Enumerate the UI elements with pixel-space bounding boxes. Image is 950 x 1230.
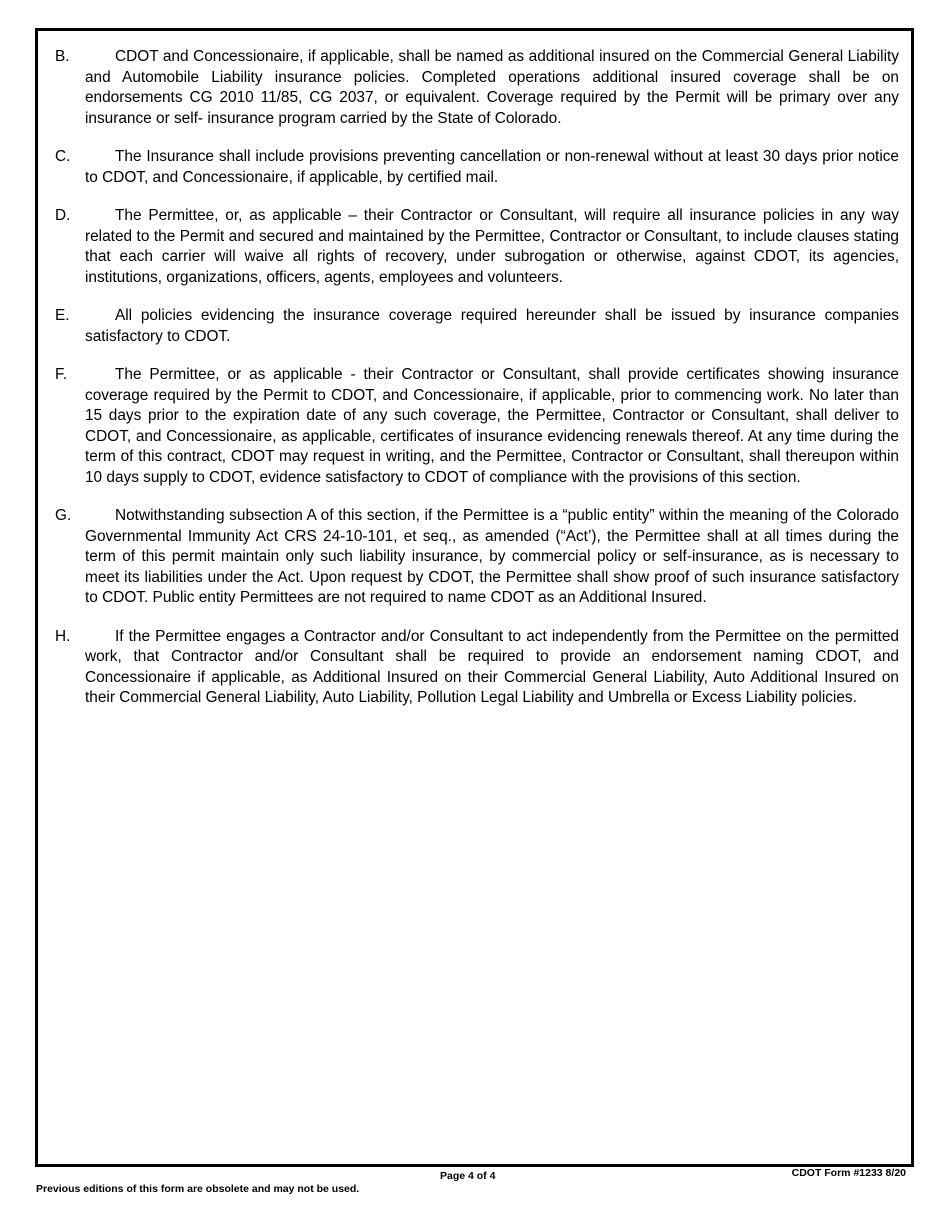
- clause-text: All policies evidencing the insurance coverage required hereunder shall be issued by insurance companies satisfactory to CDOT.: [85, 307, 899, 345]
- clause-d: [55, 206, 899, 288]
- clause-c: [55, 147, 899, 188]
- clause-letter: D.: [55, 207, 71, 224]
- clause-e: [55, 306, 899, 347]
- clause-letter: E.: [55, 307, 70, 324]
- clause-letter: G.: [55, 507, 72, 524]
- clause-letter: C.: [55, 148, 71, 165]
- clause-b: [55, 47, 899, 129]
- clause-h: [55, 627, 899, 709]
- clause-text: The Permittee, or as applicable - their Contractor or Consultant, shall provide certificates showing insurance coverage required by the Permit to CDOT, and Concessionaire, if applicable, prior to commencing work. No later than 15 days prior to the expiration date of any such coverage, the Permittee, Contractor or Consultant, shall deliver to CDOT, and Concessionaire, as applicable, certificates of insurance evidencing renewals thereof. At any time during the term of this contract, CDOT may request in writing, and the Permittee, Contractor or Consultant, shall thereupon within 10 days supply to CDOT, evidence satisfactory to CDOT of compliance with the provisions of this section.: [85, 366, 899, 486]
- form-number: CDOT Form #1233 8/20: [791, 1167, 906, 1179]
- clause-g: [55, 506, 899, 609]
- clause-letter: B.: [55, 48, 70, 65]
- clause-f: [55, 365, 899, 488]
- clause-text: Notwithstanding subsection A of this section, if the Permittee is a “public entity” within the meaning of the Colorado Governmental Immunity Act CRS 24-10-101, et seq., as amended (“Act’), the Permittee shall at all times during the term of this permit maintain only such liability insurance, by commercial policy or self-insurance, as is necessary to meet its liabilities under the Act. Upon request by CDOT, the Permittee shall show proof of such insurance satisfactory to CDOT. Public entity Permittees are not required to name CDOT as an Additional Insured.: [85, 507, 899, 606]
- clause-text: The Permittee, or, as applicable – their Contractor or Consultant, will require all insurance policies in any way related to the Permit and secured and maintained by the Permittee, Contractor or Consultant, to include clauses stating that each carrier will waive all rights of recovery, under subrogation or otherwise, against CDOT, its agencies, institutions, organizations, officers, agents, employees and volunteers.: [85, 207, 899, 286]
- clause-text: If the Permittee engages a Contractor and/or Consultant to act independently from the Permittee on the permitted work, that Contractor and/or Consultant shall be required to provide an endorsement naming CDOT, and Concessionaire if applicable, as Additional Insured on their Commercial General Liability, Auto Additional Insured on their Commercial General Liability, Auto Liability, Pollution Legal Liability and Umbrella or Excess Liability policies.: [85, 627, 899, 706]
- page-number: Page 4 of 4: [440, 1170, 496, 1182]
- obsolete-editions-note: Previous editions of this form are obsolete and may not be used.: [36, 1183, 360, 1195]
- clause-letter: H.: [55, 627, 71, 645]
- clause-text: The Insurance shall include provisions preventing cancellation or non-renewal without at least 30 days prior notice to CDOT, and Concessionaire, if applicable, by certified mail.: [85, 148, 899, 186]
- clause-text: CDOT and Concessionaire, if applicable, shall be named as additional insured on the Commercial General Liability and Automobile Liability insurance policies. Completed operations additional insured coverage shall be on endorsements CG 2010 11/85, CG 2037, or equivalent. Coverage required by the Permit will be primary over any insurance or self- insurance program carried by the State of Colorado.: [85, 48, 899, 127]
- page-border: [35, 28, 914, 1167]
- clause-letter: F.: [55, 366, 67, 383]
- insurance-clauses: [38, 47, 911, 727]
